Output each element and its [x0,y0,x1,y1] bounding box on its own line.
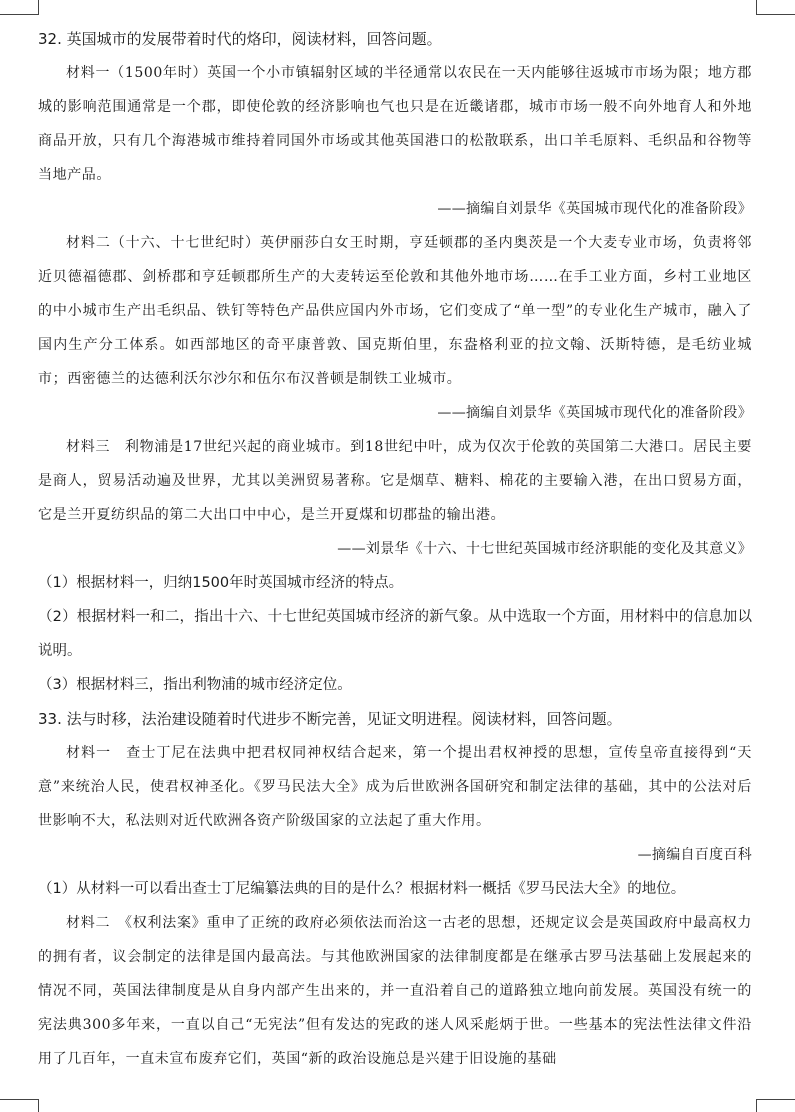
exam-page [38,22,752,1076]
q32-subquestion-2: （2）根据材料一和二，指出十六、十七世纪英国城市经济的新气象。从中选取一个方面，用材料中的信息加以说明。 [38,609,752,659]
q33-subquestion-1: （1）从材料一可以看出查士丁尼编纂法典的目的是什么？根据材料一概括《罗马民法大全》的地位。 [38,881,686,897]
q32-subquestion-3: （3）根据材料三，指出利物浦的城市经济定位。 [38,677,352,693]
q32-source-3: ——刘景华《十六、十七世纪英国城市经济职能的变化及其意义》 [337,541,752,557]
question-32-stem: 32. 英国城市的发展带着时代的烙印，阅读材料，回答问题。 [38,30,442,48]
q33-material-1: 材料一 查士丁尼在法典中把君权同神权结合起来，第一个提出君权神授的思想，宣传皇帝直接得到“天意”来统治人民，使君权神圣化。《罗马民法大全》成为后世欧洲各国研究和制定法律的基础，其中的公法对后世影响不大，私法则对近代欧洲各资产阶级国家的立法起了重大作用。 [38,745,752,829]
q33-source-1: —摘编自百度百科 [637,847,752,863]
q32-source-1: ——摘编自刘景华《英国城市现代化的准备阶段》 [437,201,752,217]
q32-material-1: 材料一（1500年时）英国一个小市镇辐射区域的半径通常以农民在一天内能够往返城市市场为限；地方郡城的影响范围通常是一个郡，即使伦敦的经济影响也气也只是在近畿诸郡，城市市场一般不向外地育人和外地商品开放，只有几个海港城市维持着同国外市场或其他英国港口的松散联系，出口羊毛原料、毛织品和谷物等当地产品。 [38,65,752,183]
q33-material-2: 材料二 《权利法案》重申了正统的政府必须依法而治这一古老的思想，还规定议会是英国政府中最高权力的拥有者，议会制定的法律是国内最高法。与其他欧洲国家的法律制度都是在继承古罗马法基础上发展起来的情况不同，英国法律制度是从自身内部产生出来的，并一直沿着自己的道路独立地向前发展。英国没有统一的宪法典300多年来，一直以自己“无宪法”但有发达的宪政的迷人风采彪炳于世。一些基本的宪法性法律文件沿用了几百年，一直未宣布废弃它们，英国“新的政治设施总是兴建于旧设施的基础 [38,915,752,1067]
crop-mark-bottom-right [756,1099,795,1112]
q32-material-3: 材料三 利物浦是17世纪兴起的商业城市。到18世纪中叶，成为仅次于伦敦的英国第二大港口。居民主要是商人，贸易活动遍及世界，尤其以美洲贸易著称。它是烟草、糖料、棉花的主要输入港，在出口贸易方面，它是兰开夏纺织品的第二大出口中中心，是兰开夏煤和切郡盐的输出港。 [38,439,752,523]
crop-mark-top-right [756,0,795,15]
q32-subquestion-1: （1）根据材料一，归纳1500年时英国城市经济的特点。 [38,575,404,591]
q32-material-2: 材料二（十六、十七世纪时）英伊丽莎白女王时期，亨廷顿郡的圣内奥茨是一个大麦专业市场，负责将邻近贝德福德郡、剑桥郡和亨廷顿郡所生产的大麦转运至伦敦和其他外地市场……在手工业方面，乡村工业地区的中小城市生产出毛织品、铁钉等特色产品供应国内外市场，它们变成了“单一型”的专业化生产城市，融入了国内生产分工体系。如西部地区的奇平康普敦、国克斯伯里，东盎格利亚的拉文翰、沃斯特德，是毛纺业城市；西密德兰的达德利沃尔沙尔和伍尔布汉普顿是制铁工业城市。 [38,235,752,387]
crop-mark-bottom-left [0,1099,39,1112]
question-33-stem: 33. 法与时移，法治建设随着时代进步不断完善，见证文明进程。阅读材料，回答问题。 [38,710,622,728]
q32-source-2: ——摘编自刘景华《英国城市现代化的准备阶段》 [437,405,752,421]
crop-mark-top-left [0,0,39,15]
